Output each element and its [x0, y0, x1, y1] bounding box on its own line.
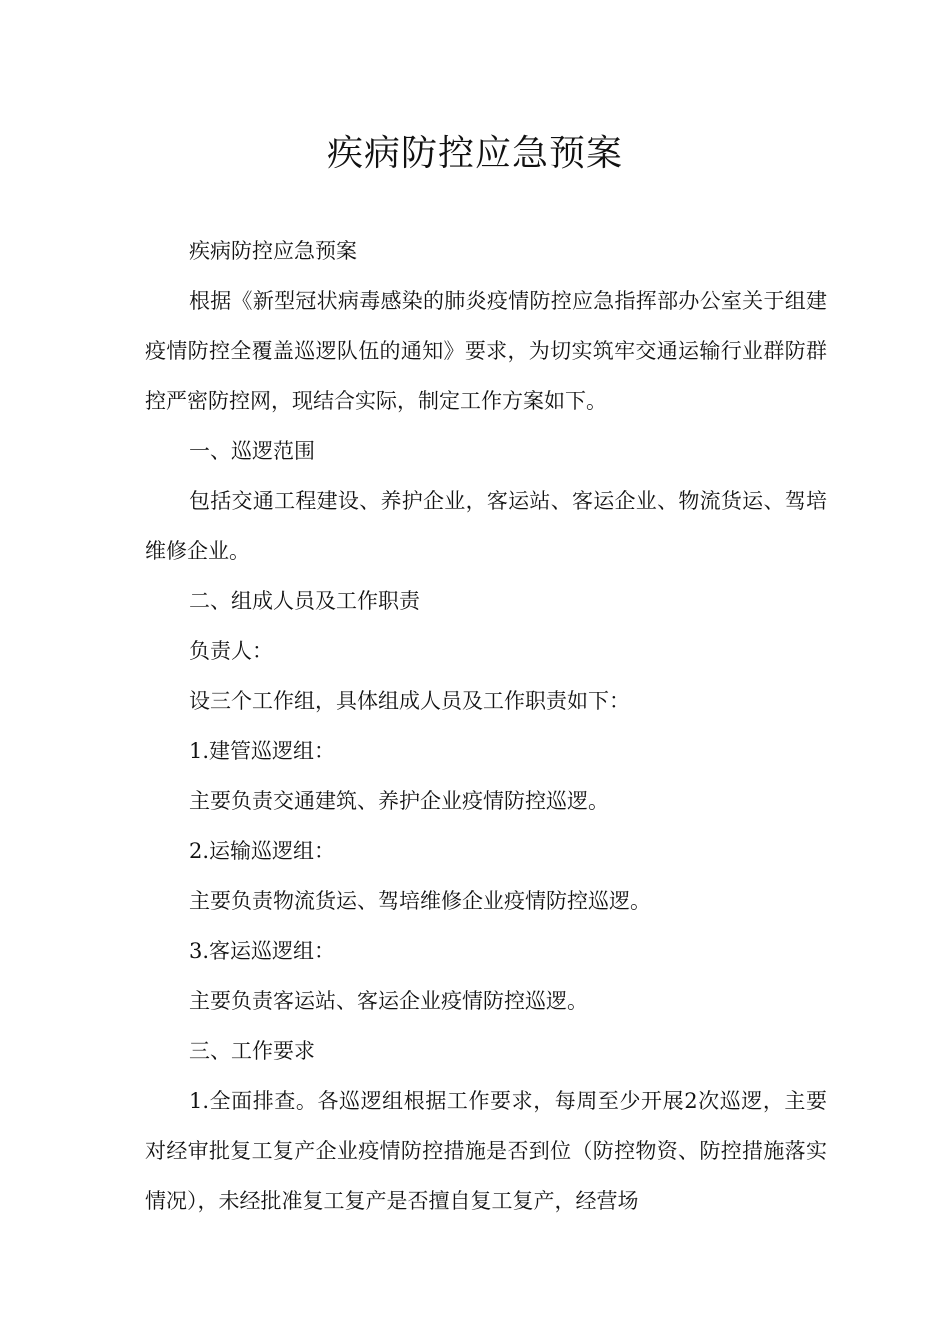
paragraph-full-inspection: 1.全面排查。各巡逻组根据工作要求，每周至少开展2次巡逻，主要对经审批复工复产企业疫情防控措施是否到位（防控物资、防控措施落实情况），未经批准复工复产是否擅自复工复产，经营场 [145, 1089, 827, 1213]
paragraph-subtitle: 疾病防控应急预案 [189, 239, 357, 263]
paragraph-basis: 根据《新型冠状病毒感染的肺炎疫情防控应急指挥部办公室关于组建疫情防控全覆盖巡逻队伍的通知》要求，为切实筑牢交通运输行业群防群控严密防控网，现结合实际，制定工作方案如下。 [145, 289, 827, 413]
list-item-passenger-group: 3.客运巡逻组： [189, 939, 336, 963]
list-item-construction-group: 1.建管巡逻组： [189, 739, 336, 763]
paragraph-construction-duty: 主要负责交通建筑、养护企业疫情防控巡逻。 [189, 789, 609, 813]
paragraph-passenger-duty: 主要负责客运站、客运企业疫情防控巡逻。 [189, 989, 588, 1013]
paragraph-responsible-person: 负责人： [189, 639, 273, 663]
paragraph-patrol-scope: 包括交通工程建设、养护企业，客运站、客运企业、物流货运、驾培维修企业。 [145, 489, 827, 563]
section-heading-requirements: 三、工作要求 [189, 1039, 315, 1063]
section-heading-patrol-scope: 一、巡逻范围 [189, 439, 315, 463]
document-title: 疾病防控应急预案 [326, 133, 623, 174]
document-body [145, 226, 827, 1226]
section-heading-personnel: 二、组成人员及工作职责 [189, 589, 420, 613]
paragraph-work-groups: 设三个工作组，具体组成人员及工作职责如下： [189, 689, 630, 713]
list-item-transport-group: 2.运输巡逻组： [189, 839, 336, 863]
paragraph-transport-duty: 主要负责物流货运、驾培维修企业疫情防控巡逻。 [189, 889, 651, 913]
